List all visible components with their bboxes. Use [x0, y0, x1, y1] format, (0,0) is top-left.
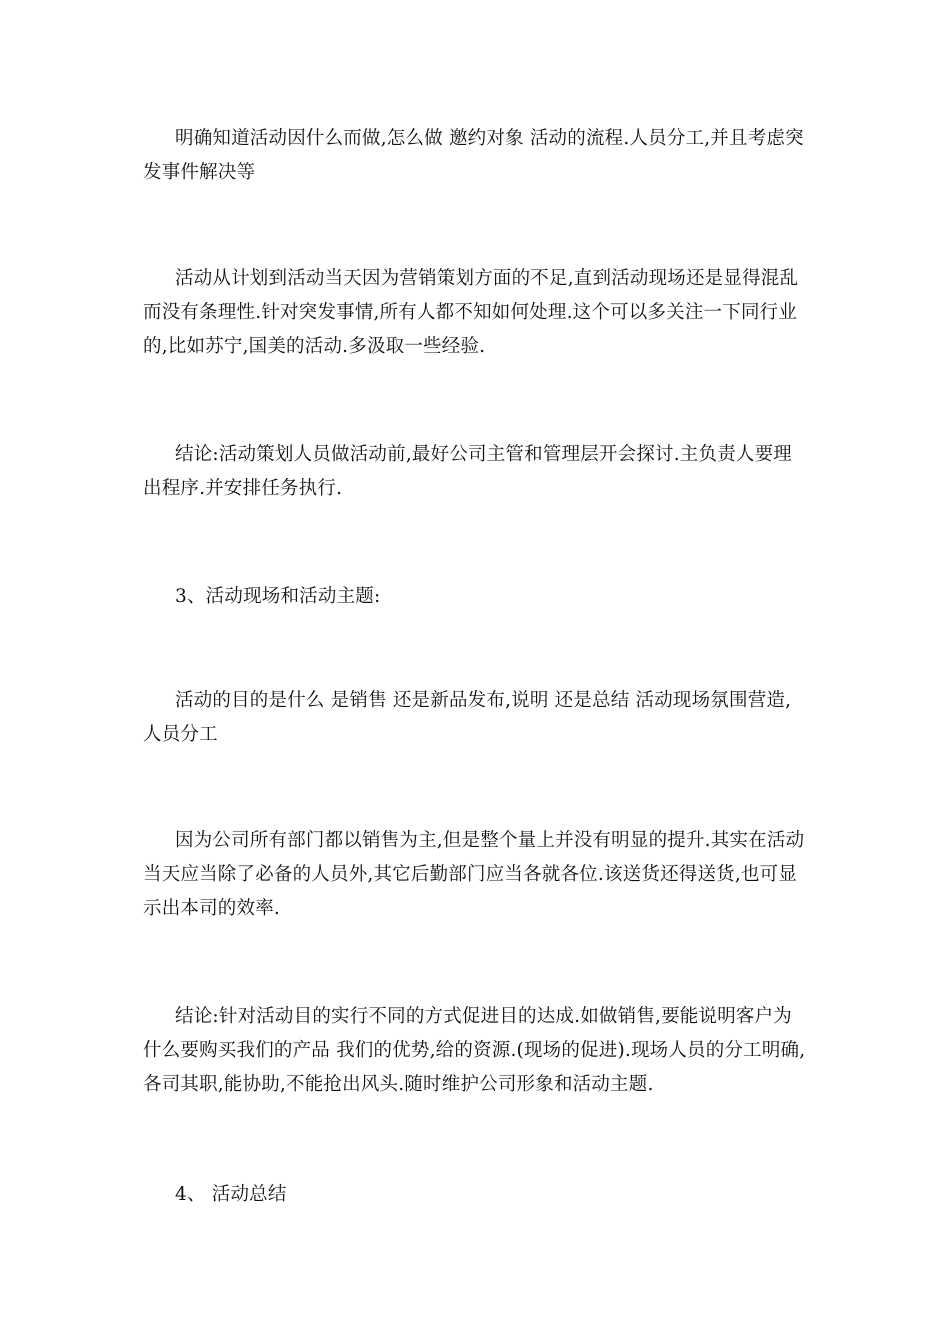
paragraph-planning-issues: 活动从计划到活动当天因为营销策划方面的不足,直到活动现场还是显得混乱而没有条理性.针对突发事情,所有人都不知如何处理.这个可以多关注一下同行业的,比如苏宁,国美的活动.多汲取一些经验. [143, 268, 799, 357]
paragraph-conclusion-2: 结论:针对活动目的实行不同的方式促进目的达成.如做销售,要能说明客户为什么要购买我们的产品 我们的优势,给的资源.(现场的促进).现场人员的分工明确,各司其职,能协助,不能抢出风头.随时维护公司形象和活动主题. [143, 1006, 806, 1095]
paragraph-activity-goal: 活动的目的是什么 是销售 还是新品发布,说明 还是总结 活动现场氛围营造,人员分工 [143, 690, 792, 745]
paragraph-department-roles: 因为公司所有部门都以销售为主,但是整个量上并没有明显的提升.其实在活动当天应当除了必备的人员外,其它后勤部门应当各就各位.该送货还得送货,也可显示出本司的效率. [143, 830, 805, 919]
paragraph-conclusion-1: 结论:活动策划人员做活动前,最好公司主管和管理层开会探讨.主负责人要理出程序.并安排任务执行. [143, 444, 792, 499]
paragraph-activity-purpose: 明确知道活动因什么而做,怎么做 邀约对象 活动的流程.人员分工,并且考虑突发事件解决等 [143, 128, 804, 183]
section-heading-4: 4、 活动总结 [175, 1184, 287, 1205]
section-heading-3: 3、活动现场和活动主题: [175, 586, 381, 607]
